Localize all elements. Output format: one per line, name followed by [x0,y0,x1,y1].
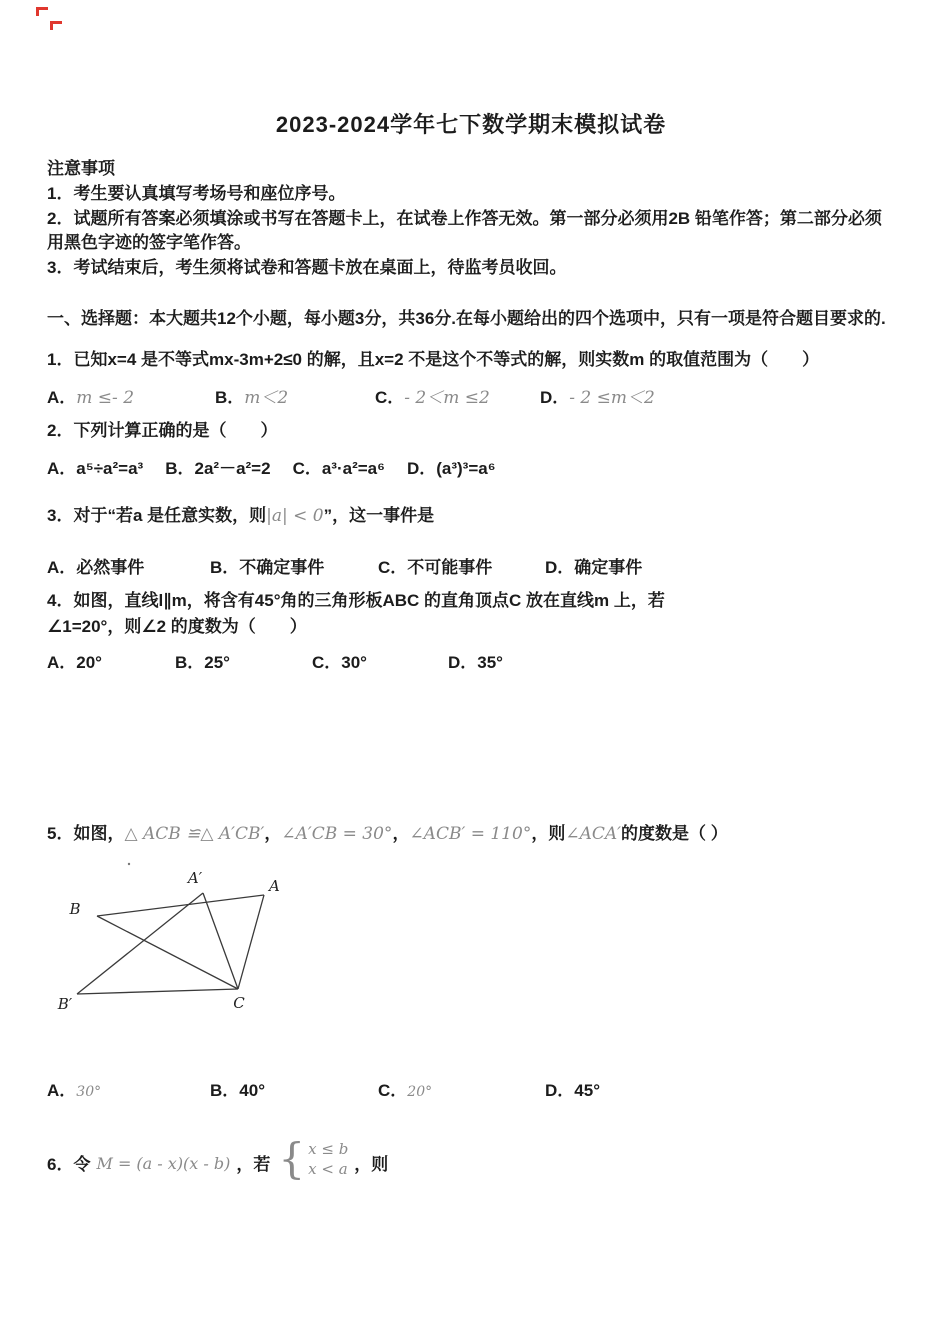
q3-stem: 3．对于“若a 是任意实数，则|a| < 0”，这一事件是 [47,506,435,526]
q1-stem: 1．已知x=4 是不等式mx-3m+2≤0 的解，且x=2 不是这个不等式的解，则实数m 的取值范围为（ ） [47,350,820,369]
notices-section [47,157,895,280]
q3-options [47,553,895,578]
q3-formula: |a| < 0 [266,506,324,526]
question-1 [47,347,895,408]
notice-item-3: 3．考试结束后，考生须将试卷和答题卡放在桌面上，待监考员收回。 [47,258,567,277]
q1-option-a: A．m ≤- 2 [47,388,135,408]
q1-option-c: C．- 2＜m ≤2 [375,388,490,408]
q3-option-b: B．不确定事件 [210,558,325,577]
q5-formula-congruent: △ ACB ≌△ A′CB′ [124,824,265,844]
question-2 [47,418,895,479]
q5-formula-angle3: ∠ACA′ [565,824,621,844]
q4-option-a: A．20° [47,653,102,672]
corner-mark-icon [50,21,62,30]
q1-options [47,383,895,408]
q5-options [47,1076,895,1101]
page-title: 2023-2024学年七下数学期末模拟试卷 [275,112,667,137]
notice-item-1: 1．考生要认真填写考场号和座位序号。 [47,184,346,203]
q2-option-c: C．a³·a²=a⁶ [292,459,385,478]
q2-option-d: D．(a³)³=a⁶ [406,459,496,478]
q5-formula-angle2: ∠ACB′ = 110° [409,824,532,844]
q6-case-line1: x ≤ b [308,1140,349,1158]
q6-formula-m: M = (a - x)(x - b) [96,1154,231,1173]
q5-geometry-figure [47,861,347,1029]
q3-option-c: C．不可能事件 [378,558,493,577]
q2-option-b: B．2a²－a²=2 [165,459,271,478]
q6-cases-block [278,1134,349,1184]
q6-pre: 6．令 [47,1155,91,1174]
q5-option-d: D．45° [545,1081,600,1100]
section1-heading: 一、选择题：本大题共12个小题，每小题3分，共36分.在每小题给出的四个选项中，只有一项是符合题目要求的. [47,309,886,328]
question-3 [47,503,895,578]
fig-label-c: C [233,994,245,1012]
fig-label-b: B [69,900,81,918]
corner-mark-icon [36,7,48,16]
brace-icon: { [278,1134,306,1184]
notice-item-2: 2．试题所有答案必须填涂或书写在答题卡上，在试卷上作答无效。第一部分必须用2B 铅笔作答；第二部分必须用黑色字迹的签字笔作答。 [47,209,882,252]
question-4 [47,588,895,673]
q4-option-c: C．30° [312,653,367,672]
q2-stem: 2．下列计算正确的是（ ） [47,421,278,440]
q4-stem-line2: ∠1=20°，则∠2 的度数为（ ） [47,617,307,636]
fig-label-a-prime: A′ [187,869,203,887]
q5-formula-angle1: ∠A′CB = 30° [281,824,393,844]
q4-option-b: B．25° [175,653,230,672]
q2-option-a: A．a⁵÷a²=a³ [47,459,144,478]
q6-post: ，则 [354,1155,389,1174]
q4-stem-line1: 4．如图，直线l∥m，将含有45°角的三角形板ABC 的直角顶点C 放在直线m 上，若 [47,591,665,610]
q5-stem: 5．如图，△ ACB ≌△ A′CB′，∠A′CB = 30°，∠ACB′ = 110°，则∠ACA′的度数是（ ） [47,824,728,844]
stray-dot [128,863,130,865]
q5-option-a: A．30° [47,1081,102,1100]
q1-option-d: D．- 2 ≤m＜2 [540,388,655,408]
question-5 [47,821,895,1101]
q1-option-b: B．m＜2 [215,388,289,408]
q4-option-d: D．35° [448,653,503,672]
question-6 [47,1134,895,1184]
q6-case-line2: x < a [308,1160,348,1178]
q3-option-d: D．确定事件 [545,558,643,577]
fig-label-b-prime: B′ [57,995,73,1013]
q5-option-c: C．20° [378,1081,433,1100]
q4-options [47,648,895,673]
q3-option-a: A．必然事件 [47,558,145,577]
q6-mid: ，若 [236,1155,271,1174]
q2-options [47,454,895,479]
q5-option-b: B．40° [210,1081,265,1100]
notices-heading: 注意事项 [47,159,115,178]
fig-label-a: A [269,877,280,895]
